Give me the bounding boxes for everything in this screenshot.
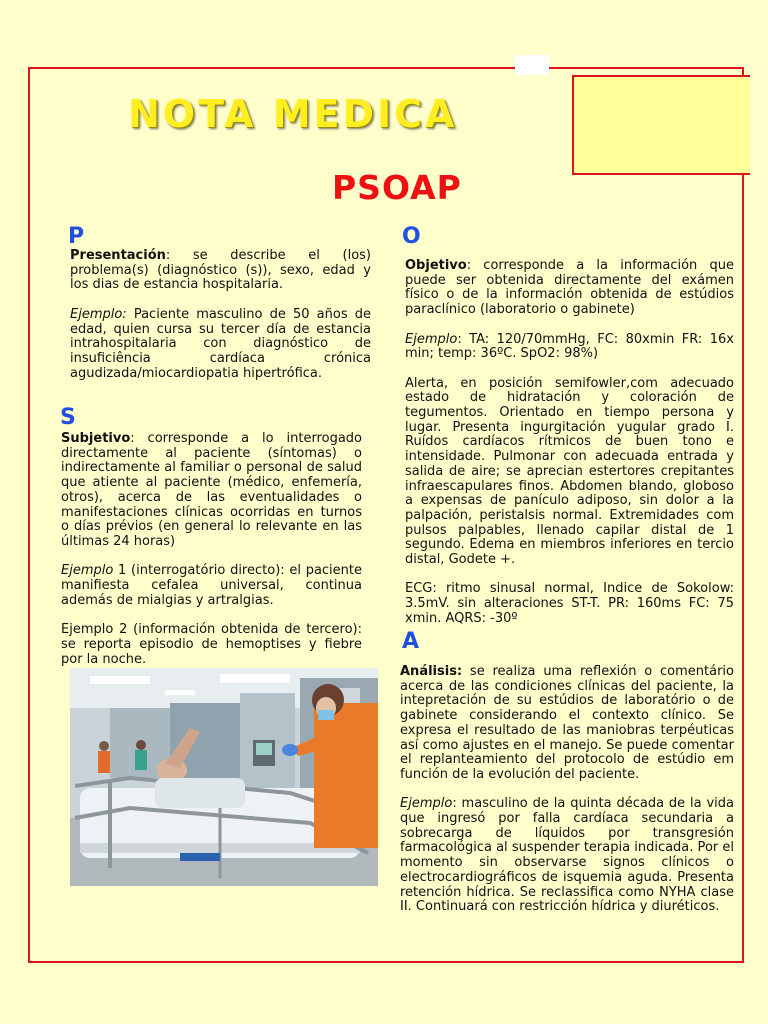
section-o-exam: Alerta, en posición semifowler,com adecuado estado de hidratación y coloración de tegumentos. Orientado en tiempo persona y lugar. Presenta ingurgitación yugular grado I. Ruídos cardíacos rítmicos de buen tono e intensidade. Pulmonar con adecuada entrada y salida de aire; se aprecian estertores crepitantes infraescapulares finos. Abdomen blando, globoso a expensas de panículo adiposo, sin dolor a la palpación, peristalsis normal. Extremidades com pulsos palpables, llenado capilar distal de 1 segundo. Edema en miembros inferiores en tercio distal, Godete +.	[405, 375, 734, 568]
section-p-example-text: Paciente masculino de 50 años de edad, quien cursa su tercer día de estancia intrahospitalaria con diagnóstico de insuficiência cardíaca crónica agudizada/miocardiopatia hipertrófica.	[70, 306, 371, 381]
page-subtitle: PSOAP	[332, 168, 462, 207]
section-a-example-label: Ejemplo	[400, 796, 453, 812]
section-o-ecg: ECG: ritmo sinusal normal, Indice de Sokolow: 3.5mV. sin alteraciones ST-T. PR: 160ms FC: 75 xmin. AQRS: -30º	[405, 581, 734, 626]
section-o-definition: : corresponde a la información que puede ser obtenida directamente del exámen físico o de la información obtenida de estúdios paraclínico (laboratorio o gabinete)	[405, 258, 734, 318]
section-p-body	[70, 249, 371, 381]
section-letter-a: A	[402, 629, 420, 654]
section-s-definition: : corresponde a lo interrogado directamente al paciente (síntomas) o indirectamente al familiar o personal de salud que atiente al paciente (médico, enfemería, otros), acerca de las eventualidades o manifestaciones clínicas ocorridas en turnos o días prévios (en general lo relevante en las últimas 24 horas)	[61, 431, 362, 549]
note-box	[572, 75, 750, 175]
section-o-example-label: Ejemplo	[405, 331, 458, 347]
section-a-body	[400, 665, 734, 915]
section-p-definition: : se describe el (los) problema(s) (diagnóstico (s)), sexo, edad y los dias de estancia hospitalaria.	[70, 248, 371, 293]
section-s-example1-label: Ejemplo	[61, 563, 114, 579]
section-s-body	[61, 432, 362, 667]
section-a-example-text: : masculino de la quinta década de la vida que ingresó por falla cardíaca secundaria a sobrecarga de líquidos por transgresión farmacológica al suspender terapia indicada. Por el momento sin observarse signos clínicos o electrocardiográficos de isquemia aguda. Presenta retención hídrica. Se reclassifica como NYHA clase II. Continuará con restricción hídrica y diuréticos.	[400, 796, 734, 915]
hospital-photo	[70, 668, 378, 886]
section-a-term: Análisis:	[400, 664, 463, 679]
section-o-example-text: : TA: 120/70mmHg, FC: 80xmin FR: 16x min; temp: 36ºC. SpO2: 98%)	[405, 331, 734, 362]
section-o-body	[405, 259, 734, 627]
section-letter-p: P	[68, 224, 85, 249]
section-o-term: Objetivo	[405, 258, 467, 273]
section-letter-o: O	[402, 224, 421, 249]
section-letter-s: S	[60, 405, 76, 430]
section-p-example-label: Ejemplo:	[70, 306, 127, 322]
section-s-example1-text: 1 (interrogatório directo): el paciente manifiesta cefalea universal, continua además de mialgias y artralgias.	[61, 563, 362, 608]
page-title: NOTA MEDICA	[128, 92, 458, 136]
section-s-example2: Ejemplo 2 (información obtenida de tercero): se reporta episodio de hemoptises y fiebre por la noche.	[61, 622, 362, 667]
section-p-term: Presentación	[70, 248, 166, 263]
white-patch	[515, 55, 549, 75]
section-s-term: Subjetivo	[61, 431, 131, 446]
section-a-definition: se realiza uma reflexión o comentário acerca de las condiciones clínicas del paciente, la intepretación de su estúdios de laboratório o de gabinete considerando el contexto clínico. Se expresa el resultado de las maniobras terpéuticas así como ajustes en el manejo. Se puede comentar el replanteamiento del protocolo de estúdio em función de la evolución del paciente.	[400, 664, 734, 782]
